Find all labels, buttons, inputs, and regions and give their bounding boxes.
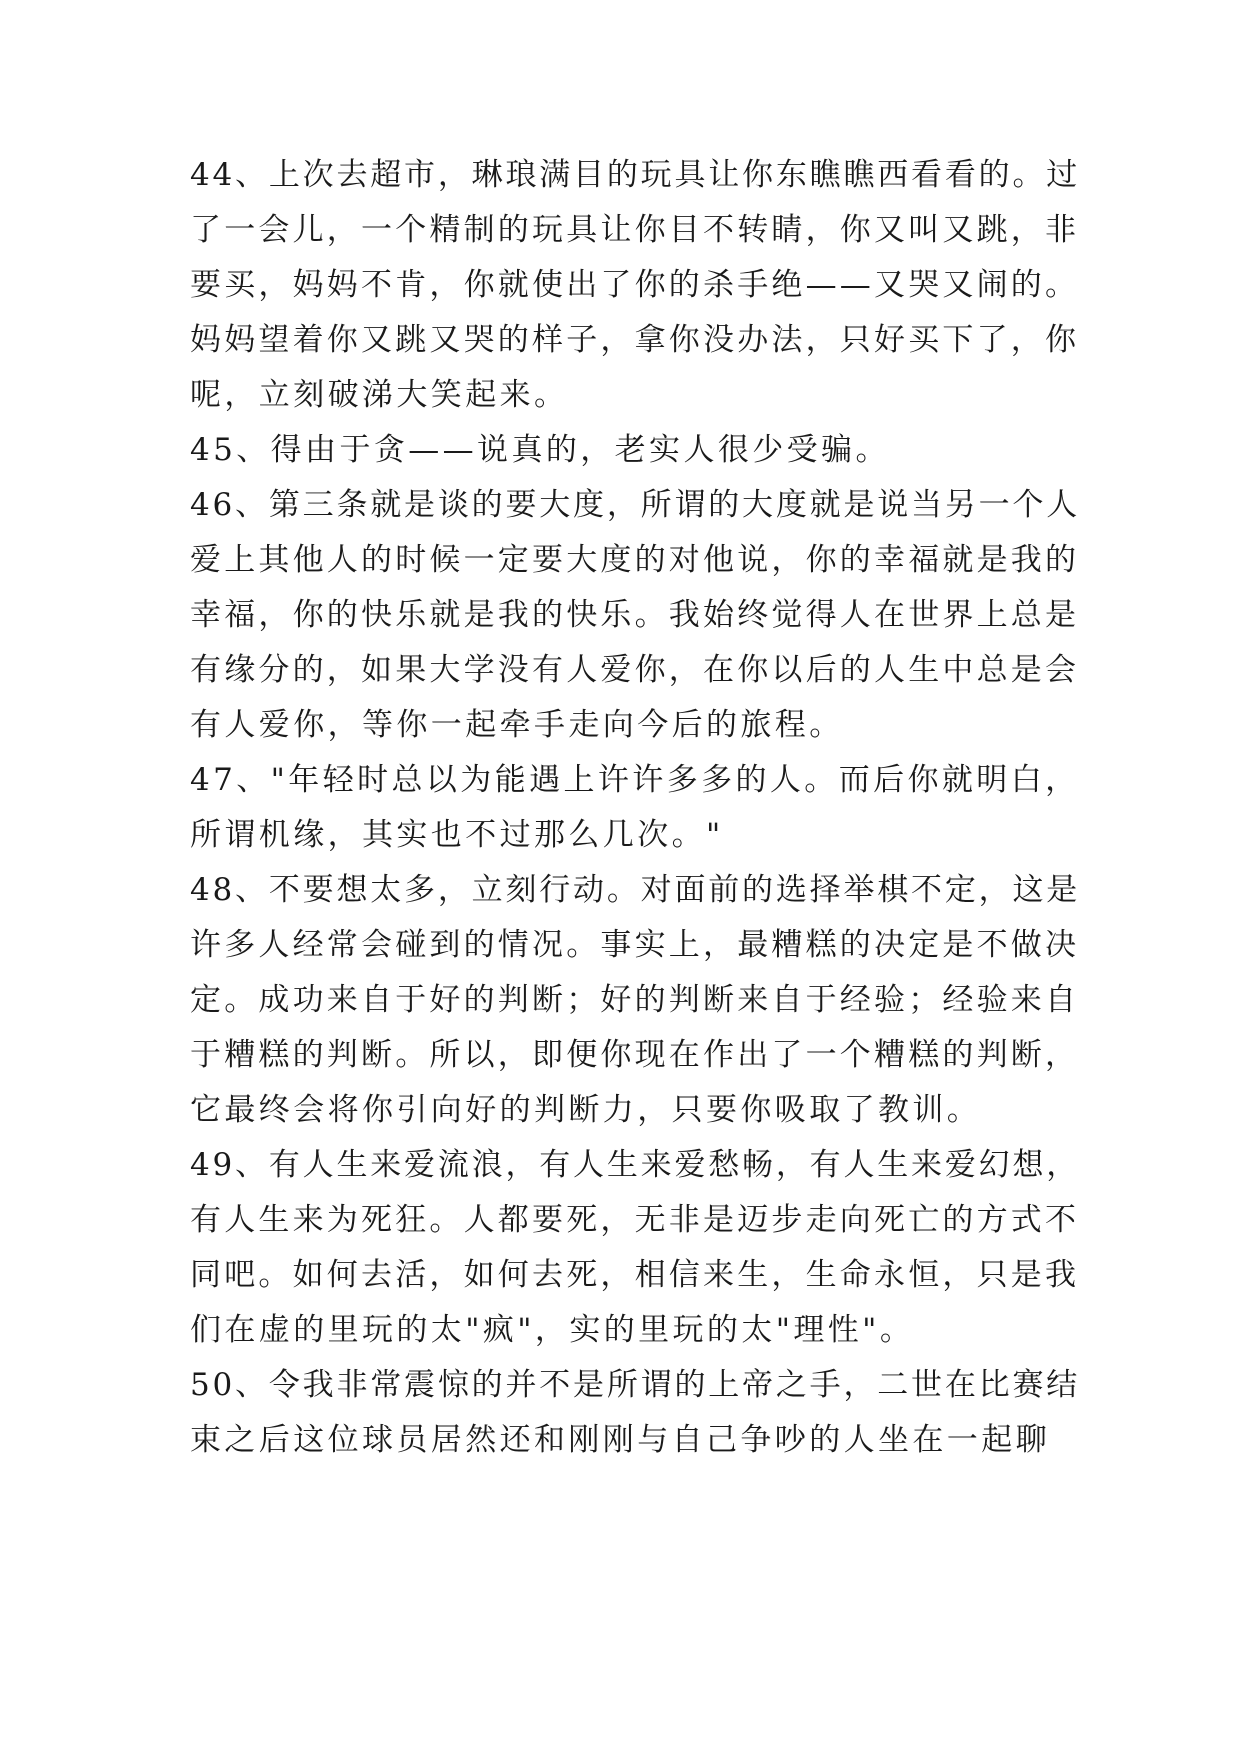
text-line: 50、令我非常震惊的并不是所谓的上帝之手，二世在比赛结 — [190, 1367, 1081, 1403]
text-line: 妈妈望着你又跳又哭的样子，拿你没办法，只好买下了，你 — [190, 322, 1080, 358]
text-line: 定。成功来自于好的判断；好的判断来自于经验；经验来自 — [190, 982, 1080, 1018]
text-line: 有缘分的，如果大学没有人爱你，在你以后的人生中总是会 — [190, 652, 1080, 688]
text-line: 束之后这位球员居然还和刚刚与自己争吵的人坐在一起聊 — [190, 1422, 1050, 1458]
text-line: 们在虚的里玩的太"疯"，实的里玩的太"理性"。 — [190, 1312, 915, 1348]
text-line: 48、不要想太多，立刻行动。对面前的选择举棋不定，这是 — [190, 872, 1081, 908]
text-line: 47、"年轻时总以为能遇上许许多多的人。而后你就明白， — [190, 762, 1080, 798]
text-line: 许多人经常会碰到的情况。事实上，最糟糕的决定是不做决 — [190, 927, 1080, 963]
text-line: 于糟糕的判断。所以，即便你现在作出了一个糟糕的判断， — [190, 1037, 1080, 1073]
text-line: 它最终会将你引向好的判断力，只要你吸取了教训。 — [190, 1092, 982, 1128]
text-line: 有人爱你，等你一起牵手走向今后的旅程。 — [190, 707, 844, 743]
text-line: 爱上其他人的时候一定要大度的对他说，你的幸福就是我的 — [190, 542, 1080, 578]
text-line: 有人生来为死狂。人都要死，无非是迈步走向死亡的方式不 — [190, 1202, 1080, 1238]
text-line: 呢，立刻破涕大笑起来。 — [190, 377, 569, 413]
text-line: 了一会儿，一个精制的玩具让你目不转睛，你又叫又跳，非 — [190, 212, 1080, 248]
text-line: 同吧。如何去活，如何去死，相信来生，生命永恒，只是我 — [190, 1257, 1080, 1293]
text-line: 幸福，你的快乐就是我的快乐。我始终觉得人在世界上总是 — [190, 597, 1080, 633]
text-line: 49、有人生来爱流浪，有人生来爱愁畅，有人生来爱幻想， — [190, 1147, 1081, 1183]
text-line: 45、得由于贪——说真的，老实人很少受骗。 — [190, 432, 890, 468]
text-line: 要买，妈妈不肯，你就使出了你的杀手绝——又哭又闹的。 — [190, 267, 1080, 303]
text-line: 所谓机缘，其实也不过那么几次。" — [190, 817, 724, 853]
text-line: 44、上次去超市，琳琅满目的玩具让你东瞧瞧西看看的。过 — [190, 157, 1081, 193]
text-line: 46、第三条就是谈的要大度，所谓的大度就是说当另一个人 — [190, 487, 1081, 523]
